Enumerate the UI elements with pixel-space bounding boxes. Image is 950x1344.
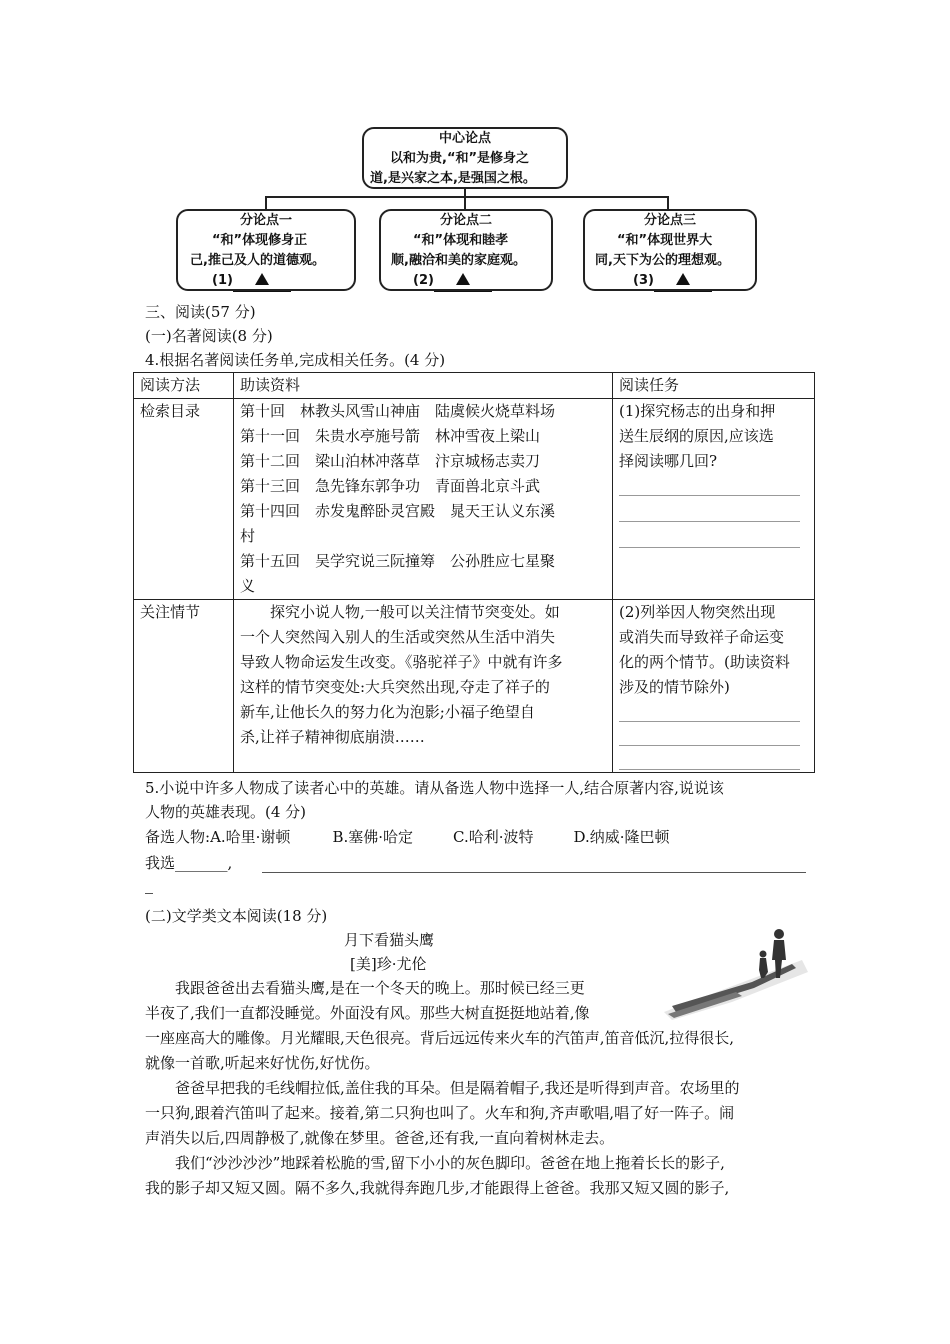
sub-point-2-box <box>379 209 553 291</box>
sub-point-2-line2: 顺,融洽和美的家庭观。 <box>391 253 526 268</box>
story-line: 半夜了,我们一直都没睡觉。外面没有风。那些大树直挺挺地站着,像 <box>145 1004 590 1022</box>
table-header-row <box>134 373 815 399</box>
sub-point-2-line1: “和”体现和睦孝 <box>413 233 509 248</box>
sub-point-3-blank-label: (3) <box>633 273 654 288</box>
triangle-icon <box>456 273 470 285</box>
story-line: 我们“沙沙沙沙”地踩着松脆的雪,留下小小的灰色脚印。爸爸在地上拖着长长的影子, <box>175 1154 725 1172</box>
toc-entry: 义 <box>240 577 256 595</box>
row1-task <box>613 399 815 600</box>
row2-method: 关注情节 <box>134 600 234 773</box>
task-1-answer-line[interactable] <box>619 546 800 548</box>
reading-task-table <box>133 372 815 773</box>
row2-material <box>234 600 613 773</box>
sub-point-2-blank-label: (2) <box>413 273 434 288</box>
material-line: 一个人突然闯入别人的生活或突然从生活中消失 <box>240 628 556 646</box>
connector-right <box>667 196 669 210</box>
material-line: 这样的情节突变处:大兵突然出现,夺走了祥子的 <box>240 678 550 696</box>
toc-entry: 第十三回 急先锋东郭争功 青面兽北京斗武 <box>240 477 541 495</box>
task-1-answer-line[interactable] <box>619 520 800 522</box>
part-2-heading: (二)文学类文本阅读(18 分) <box>145 907 328 925</box>
center-thesis-line2: 道,是兴家之本,是强国之根。 <box>370 171 536 186</box>
answer-blank-2[interactable] <box>434 271 492 292</box>
row1-method: 检索目录 <box>134 399 234 600</box>
story-line: 就像一首歌,听起来好忧伤,好忧伤。 <box>145 1054 380 1072</box>
sub-point-3-line1: “和”体现世界大 <box>617 233 713 248</box>
task-1-answer-line[interactable] <box>619 494 800 496</box>
task-2-answer-line[interactable] <box>619 720 800 722</box>
header-task: 阅读任务 <box>613 373 815 399</box>
candidate-options <box>145 825 670 850</box>
story-author: [美]珍·尤伦 <box>350 955 427 973</box>
toc-entry: 第十二回 梁山泊林冲落草 汴京城杨志卖刀 <box>240 452 541 470</box>
option-c[interactable]: C.哈利·波特 <box>453 828 534 846</box>
story-paragraph-1 <box>145 976 813 1076</box>
connector-middle <box>464 196 466 210</box>
sub-point-1-title: 分论点一 <box>239 213 292 228</box>
sub-point-2-title: 分论点二 <box>439 213 492 228</box>
choose-label: 我选_______, <box>145 854 233 872</box>
table-row <box>134 600 815 773</box>
sub-point-3-box <box>583 209 757 291</box>
option-d[interactable]: D.纳威·隆巴顿 <box>573 828 670 846</box>
sub-point-1-line2: 己,推己及人的道德观。 <box>190 253 325 268</box>
task-2-answer-line[interactable] <box>619 768 800 770</box>
material-line: 新车,让他长久的努力化为泡影;小福子绝望自 <box>240 703 535 721</box>
story-line: 一座座高大的雕像。月光耀眼,天色很亮。背后远远传来火车的汽笛声,笛音低沉,拉得很长, <box>145 1029 735 1047</box>
option-b[interactable]: B.塞佛·哈定 <box>332 828 413 846</box>
story-line: 我跟爸爸出去看猫头鹰,是在一个冬天的晚上。那时候已经三更 <box>175 979 585 997</box>
center-thesis-line1: 以和为贵,“和”是修身之 <box>390 151 530 166</box>
task-2-line: 或消失而导致祥子命运变 <box>619 628 785 646</box>
question-5-line1: 5.小说中许多人物成了读者心中的英雄。请从备选人物中选择一人,结合原著内容,说说该 <box>145 779 724 797</box>
sub-point-3-line2: 同,天下为公的理想观。 <box>595 253 730 268</box>
q5-answer-line-cont[interactable] <box>145 893 153 894</box>
toc-entry: 第十一回 朱贵水亭施号箭 林冲雪夜上梁山 <box>240 427 541 445</box>
sub-point-1-blank-label: (1) <box>212 273 233 288</box>
connector-horizontal <box>265 196 668 198</box>
task-2-line: 涉及的情节除外) <box>619 678 730 696</box>
toc-entry: 第十五回 吴学究说三阮撞筹 公孙胜应七星聚 <box>240 552 556 570</box>
material-line: 探究小说人物,一般可以关注情节突变处。如 <box>270 603 560 621</box>
table-row <box>134 399 815 600</box>
answer-blank-3[interactable] <box>654 271 712 292</box>
task-1-line: 择阅读哪几回? <box>619 452 718 470</box>
task-1-line: (1)探究杨志的出身和押 <box>619 402 776 420</box>
material-line: 导致人物命运发生改变。《骆驼祥子》中就有许多 <box>240 653 563 671</box>
part-1-heading: (一)名著阅读(8 分) <box>145 327 273 345</box>
story-line: 爸爸早把我的毛线帽拉低,盖住我的耳朵。但是隔着帽子,我还是听得到声音。农场里的 <box>175 1079 740 1097</box>
header-material: 助读资料 <box>234 373 613 399</box>
choose-line <box>145 851 232 876</box>
toc-entry: 第十四回 赤发鬼醉卧灵宫殿 晁天王认义东溪 <box>240 502 556 520</box>
question-4: 4.根据名著阅读任务单,完成相关任务。(4 分) <box>145 351 446 369</box>
answer-blank-1[interactable] <box>233 271 291 292</box>
sub-point-3-title: 分论点三 <box>643 213 696 228</box>
toc-entry: 第十回 林教头风雪山神庙 陆虞候火烧草料场 <box>240 402 556 420</box>
row2-task <box>613 600 815 773</box>
story-line: 我的影子却又短又圆。隔不多久,我就得奔跑几步,才能跟得上爸爸。我那又短又圆的影子, <box>145 1179 730 1197</box>
triangle-icon <box>255 273 269 285</box>
material-line: 杀,让祥子精神彻底崩溃…… <box>240 728 425 746</box>
triangle-icon <box>676 273 690 285</box>
story-paragraph-2 <box>145 1076 813 1151</box>
section-3-heading: 三、阅读(57 分) <box>145 303 256 321</box>
task-2-answer-line[interactable] <box>619 744 800 746</box>
task-1-line: 送生辰纲的原因,应该选 <box>619 427 774 445</box>
center-thesis-box <box>362 127 568 189</box>
q5-answer-line[interactable] <box>262 872 806 873</box>
toc-entry: 村 <box>240 527 256 545</box>
option-a[interactable]: A.哈里·谢顿 <box>210 828 291 846</box>
task-2-line: 化的两个情节。(助读资料 <box>619 653 790 671</box>
story-paragraph-3 <box>145 1151 813 1201</box>
center-thesis-title: 中心论点 <box>438 131 491 146</box>
story-line: 一只狗,跟着汽笛叫了起来。接着,第二只狗也叫了。火车和狗,齐声歌唱,唱了好一阵子。闹 <box>145 1104 735 1122</box>
question-5-line2: 人物的英雄表现。(4 分) <box>145 803 307 821</box>
story-title: 月下看猫头鹰 <box>344 931 435 949</box>
header-method: 阅读方法 <box>134 373 234 399</box>
sub-point-1-box <box>176 209 356 291</box>
connector-left <box>265 196 267 210</box>
options-label: 备选人物: <box>145 828 211 846</box>
story-line: 声消失以后,四周静极了,就像在梦里。爸爸,还有我,一直向着树林走去。 <box>145 1129 615 1147</box>
task-2-line: (2)列举因人物突然出现 <box>619 603 776 621</box>
row1-material <box>234 399 613 600</box>
sub-point-1-line1: “和”体现修身正 <box>212 233 308 248</box>
